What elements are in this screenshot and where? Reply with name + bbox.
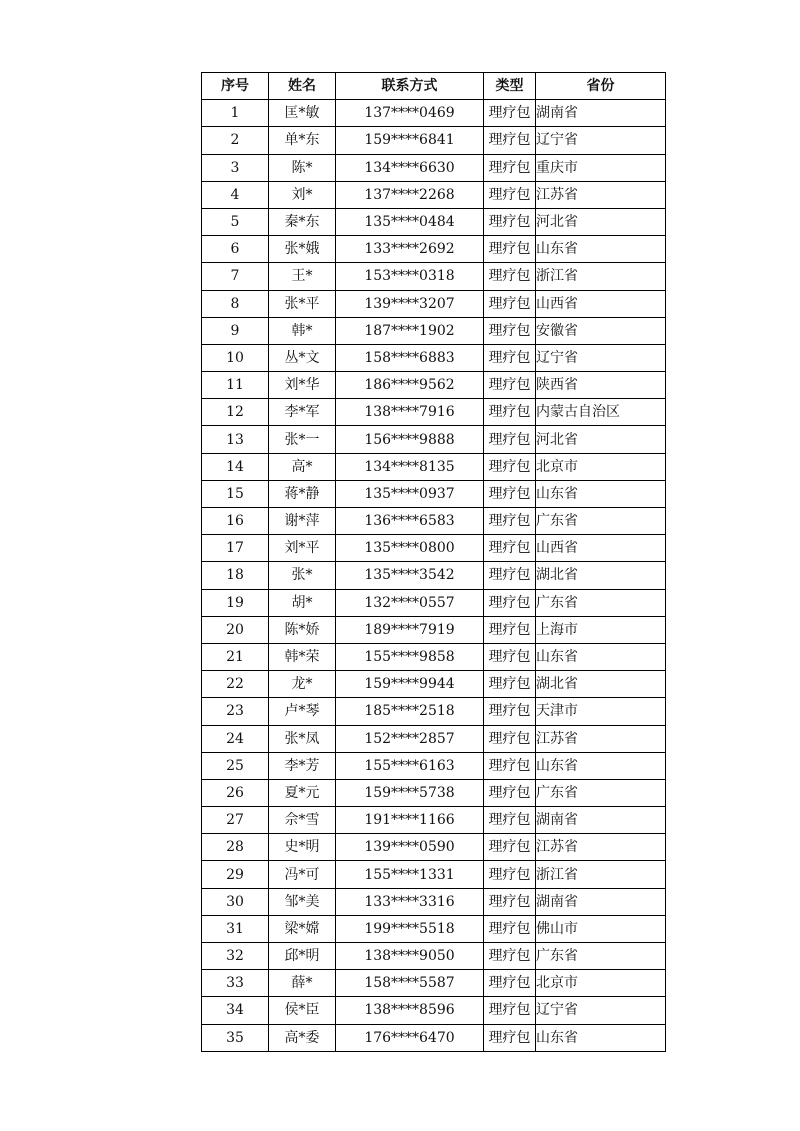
cell-type: 理疗包 bbox=[484, 154, 536, 181]
cell-name: 刘*平 bbox=[269, 535, 336, 562]
table-row bbox=[202, 100, 666, 127]
cell-seq: 19 bbox=[202, 589, 269, 616]
cell-province: 天津市 bbox=[536, 698, 666, 725]
table-row bbox=[202, 372, 666, 399]
cell-phone: 152****2857 bbox=[336, 725, 484, 752]
table-row bbox=[202, 208, 666, 235]
header-type: 类型 bbox=[484, 73, 536, 100]
table-row bbox=[202, 154, 666, 181]
cell-province: 湖南省 bbox=[536, 807, 666, 834]
cell-type: 理疗包 bbox=[484, 970, 536, 997]
table-row bbox=[202, 317, 666, 344]
cell-phone: 189****7919 bbox=[336, 616, 484, 643]
cell-seq: 11 bbox=[202, 372, 269, 399]
cell-phone: 133****3316 bbox=[336, 888, 484, 915]
cell-name: 张*一 bbox=[269, 426, 336, 453]
cell-phone: 159****9944 bbox=[336, 671, 484, 698]
cell-province: 山东省 bbox=[536, 1024, 666, 1051]
cell-seq: 1 bbox=[202, 100, 269, 127]
cell-phone: 176****6470 bbox=[336, 1024, 484, 1051]
cell-phone: 155****6163 bbox=[336, 752, 484, 779]
cell-phone: 135****0937 bbox=[336, 480, 484, 507]
cell-province: 江苏省 bbox=[536, 181, 666, 208]
cell-province: 北京市 bbox=[536, 970, 666, 997]
table-header bbox=[202, 73, 666, 100]
cell-phone: 136****6583 bbox=[336, 508, 484, 535]
cell-seq: 24 bbox=[202, 725, 269, 752]
cell-province: 山东省 bbox=[536, 752, 666, 779]
cell-name: 韩*荣 bbox=[269, 643, 336, 670]
cell-type: 理疗包 bbox=[484, 698, 536, 725]
cell-name: 韩* bbox=[269, 317, 336, 344]
table-row bbox=[202, 589, 666, 616]
cell-name: 胡* bbox=[269, 589, 336, 616]
cell-type: 理疗包 bbox=[484, 589, 536, 616]
cell-name: 蒋*静 bbox=[269, 480, 336, 507]
cell-type: 理疗包 bbox=[484, 208, 536, 235]
cell-seq: 22 bbox=[202, 671, 269, 698]
cell-type: 理疗包 bbox=[484, 181, 536, 208]
cell-name: 丛*文 bbox=[269, 344, 336, 371]
header-province: 省份 bbox=[536, 73, 666, 100]
cell-seq: 8 bbox=[202, 290, 269, 317]
table-row bbox=[202, 997, 666, 1024]
cell-name: 秦*东 bbox=[269, 208, 336, 235]
cell-seq: 18 bbox=[202, 562, 269, 589]
table-row bbox=[202, 861, 666, 888]
cell-seq: 4 bbox=[202, 181, 269, 208]
table-row bbox=[202, 698, 666, 725]
cell-phone: 199****5518 bbox=[336, 915, 484, 942]
cell-seq: 26 bbox=[202, 779, 269, 806]
cell-type: 理疗包 bbox=[484, 344, 536, 371]
cell-type: 理疗包 bbox=[484, 263, 536, 290]
cell-seq: 9 bbox=[202, 317, 269, 344]
cell-phone: 186****9562 bbox=[336, 372, 484, 399]
table-row bbox=[202, 1024, 666, 1051]
cell-name: 张*平 bbox=[269, 290, 336, 317]
cell-province: 江苏省 bbox=[536, 834, 666, 861]
cell-seq: 20 bbox=[202, 616, 269, 643]
cell-seq: 3 bbox=[202, 154, 269, 181]
cell-province: 广东省 bbox=[536, 589, 666, 616]
cell-name: 李*芳 bbox=[269, 752, 336, 779]
roster-table bbox=[201, 72, 666, 1052]
table-row bbox=[202, 535, 666, 562]
cell-province: 湖南省 bbox=[536, 888, 666, 915]
table-row bbox=[202, 643, 666, 670]
cell-phone: 158****5587 bbox=[336, 970, 484, 997]
cell-phone: 159****6841 bbox=[336, 127, 484, 154]
cell-seq: 35 bbox=[202, 1024, 269, 1051]
cell-type: 理疗包 bbox=[484, 453, 536, 480]
cell-name: 邱*明 bbox=[269, 943, 336, 970]
cell-phone: 191****1166 bbox=[336, 807, 484, 834]
cell-phone: 155****9858 bbox=[336, 643, 484, 670]
header-phone: 联系方式 bbox=[336, 73, 484, 100]
table-row bbox=[202, 970, 666, 997]
table-row bbox=[202, 725, 666, 752]
cell-province: 浙江省 bbox=[536, 263, 666, 290]
cell-phone: 137****0469 bbox=[336, 100, 484, 127]
cell-seq: 10 bbox=[202, 344, 269, 371]
table-row bbox=[202, 127, 666, 154]
cell-type: 理疗包 bbox=[484, 480, 536, 507]
cell-seq: 7 bbox=[202, 263, 269, 290]
cell-province: 北京市 bbox=[536, 453, 666, 480]
cell-seq: 5 bbox=[202, 208, 269, 235]
cell-phone: 156****9888 bbox=[336, 426, 484, 453]
cell-phone: 155****1331 bbox=[336, 861, 484, 888]
cell-province: 山东省 bbox=[536, 480, 666, 507]
table-row bbox=[202, 671, 666, 698]
cell-seq: 12 bbox=[202, 399, 269, 426]
table-row bbox=[202, 236, 666, 263]
table-row bbox=[202, 344, 666, 371]
cell-province: 广东省 bbox=[536, 779, 666, 806]
cell-name: 王* bbox=[269, 263, 336, 290]
cell-phone: 138****9050 bbox=[336, 943, 484, 970]
cell-seq: 23 bbox=[202, 698, 269, 725]
cell-name: 龙* bbox=[269, 671, 336, 698]
cell-name: 张* bbox=[269, 562, 336, 589]
table-row bbox=[202, 290, 666, 317]
cell-name: 陈* bbox=[269, 154, 336, 181]
cell-type: 理疗包 bbox=[484, 616, 536, 643]
cell-seq: 25 bbox=[202, 752, 269, 779]
cell-phone: 132****0557 bbox=[336, 589, 484, 616]
table-row bbox=[202, 834, 666, 861]
table-row bbox=[202, 616, 666, 643]
cell-province: 河北省 bbox=[536, 208, 666, 235]
cell-phone: 158****6883 bbox=[336, 344, 484, 371]
cell-phone: 138****7916 bbox=[336, 399, 484, 426]
cell-seq: 14 bbox=[202, 453, 269, 480]
cell-name: 匡*敏 bbox=[269, 100, 336, 127]
cell-type: 理疗包 bbox=[484, 834, 536, 861]
table-row bbox=[202, 752, 666, 779]
cell-province: 山西省 bbox=[536, 290, 666, 317]
cell-province: 河北省 bbox=[536, 426, 666, 453]
table-row bbox=[202, 508, 666, 535]
cell-type: 理疗包 bbox=[484, 807, 536, 834]
cell-phone: 139****0590 bbox=[336, 834, 484, 861]
cell-seq: 27 bbox=[202, 807, 269, 834]
cell-name: 邹*美 bbox=[269, 888, 336, 915]
cell-type: 理疗包 bbox=[484, 562, 536, 589]
table-row bbox=[202, 888, 666, 915]
cell-phone: 159****5738 bbox=[336, 779, 484, 806]
cell-type: 理疗包 bbox=[484, 290, 536, 317]
cell-type: 理疗包 bbox=[484, 943, 536, 970]
cell-type: 理疗包 bbox=[484, 643, 536, 670]
cell-province: 山东省 bbox=[536, 643, 666, 670]
cell-seq: 32 bbox=[202, 943, 269, 970]
cell-seq: 28 bbox=[202, 834, 269, 861]
cell-seq: 34 bbox=[202, 997, 269, 1024]
cell-name: 高*委 bbox=[269, 1024, 336, 1051]
cell-name: 刘*华 bbox=[269, 372, 336, 399]
cell-province: 山东省 bbox=[536, 236, 666, 263]
cell-type: 理疗包 bbox=[484, 372, 536, 399]
cell-seq: 30 bbox=[202, 888, 269, 915]
cell-name: 卢*琴 bbox=[269, 698, 336, 725]
header-name: 姓名 bbox=[269, 73, 336, 100]
cell-name: 李*军 bbox=[269, 399, 336, 426]
cell-seq: 29 bbox=[202, 861, 269, 888]
cell-seq: 16 bbox=[202, 508, 269, 535]
cell-type: 理疗包 bbox=[484, 752, 536, 779]
cell-type: 理疗包 bbox=[484, 779, 536, 806]
cell-type: 理疗包 bbox=[484, 236, 536, 263]
cell-province: 辽宁省 bbox=[536, 127, 666, 154]
cell-name: 侯*臣 bbox=[269, 997, 336, 1024]
cell-name: 刘* bbox=[269, 181, 336, 208]
cell-province: 辽宁省 bbox=[536, 997, 666, 1024]
cell-seq: 13 bbox=[202, 426, 269, 453]
cell-province: 湖北省 bbox=[536, 562, 666, 589]
cell-name: 张*娥 bbox=[269, 236, 336, 263]
cell-name: 谢*萍 bbox=[269, 508, 336, 535]
cell-seq: 2 bbox=[202, 127, 269, 154]
cell-phone: 135****0484 bbox=[336, 208, 484, 235]
cell-type: 理疗包 bbox=[484, 1024, 536, 1051]
cell-type: 理疗包 bbox=[484, 997, 536, 1024]
table-row bbox=[202, 263, 666, 290]
cell-province: 江苏省 bbox=[536, 725, 666, 752]
cell-type: 理疗包 bbox=[484, 317, 536, 344]
table-row bbox=[202, 426, 666, 453]
table-row bbox=[202, 399, 666, 426]
cell-type: 理疗包 bbox=[484, 725, 536, 752]
cell-name: 梁*嫦 bbox=[269, 915, 336, 942]
header-seq: 序号 bbox=[202, 73, 269, 100]
cell-name: 佘*雪 bbox=[269, 807, 336, 834]
table-row bbox=[202, 807, 666, 834]
cell-phone: 187****1902 bbox=[336, 317, 484, 344]
cell-type: 理疗包 bbox=[484, 508, 536, 535]
cell-name: 张*凤 bbox=[269, 725, 336, 752]
table-row bbox=[202, 915, 666, 942]
cell-phone: 138****8596 bbox=[336, 997, 484, 1024]
cell-phone: 139****3207 bbox=[336, 290, 484, 317]
cell-phone: 153****0318 bbox=[336, 263, 484, 290]
cell-name: 薛* bbox=[269, 970, 336, 997]
cell-type: 理疗包 bbox=[484, 915, 536, 942]
cell-province: 湖南省 bbox=[536, 100, 666, 127]
cell-type: 理疗包 bbox=[484, 100, 536, 127]
cell-phone: 134****8135 bbox=[336, 453, 484, 480]
cell-phone: 137****2268 bbox=[336, 181, 484, 208]
table-body bbox=[202, 100, 666, 1052]
cell-name: 史*明 bbox=[269, 834, 336, 861]
cell-province: 佛山市 bbox=[536, 915, 666, 942]
cell-province: 陕西省 bbox=[536, 372, 666, 399]
cell-type: 理疗包 bbox=[484, 888, 536, 915]
cell-name: 单*东 bbox=[269, 127, 336, 154]
cell-phone: 135****3542 bbox=[336, 562, 484, 589]
table-row bbox=[202, 181, 666, 208]
cell-name: 高* bbox=[269, 453, 336, 480]
cell-province: 山西省 bbox=[536, 535, 666, 562]
cell-seq: 33 bbox=[202, 970, 269, 997]
cell-type: 理疗包 bbox=[484, 535, 536, 562]
table-row bbox=[202, 562, 666, 589]
cell-province: 上海市 bbox=[536, 616, 666, 643]
cell-seq: 17 bbox=[202, 535, 269, 562]
cell-province: 浙江省 bbox=[536, 861, 666, 888]
cell-name: 陈*娇 bbox=[269, 616, 336, 643]
cell-type: 理疗包 bbox=[484, 861, 536, 888]
cell-type: 理疗包 bbox=[484, 399, 536, 426]
cell-province: 重庆市 bbox=[536, 154, 666, 181]
cell-seq: 31 bbox=[202, 915, 269, 942]
cell-province: 安徽省 bbox=[536, 317, 666, 344]
table-row bbox=[202, 480, 666, 507]
cell-type: 理疗包 bbox=[484, 127, 536, 154]
cell-province: 内蒙古自治区 bbox=[536, 399, 666, 426]
header-row bbox=[202, 73, 666, 100]
cell-name: 夏*元 bbox=[269, 779, 336, 806]
cell-type: 理疗包 bbox=[484, 671, 536, 698]
cell-province: 辽宁省 bbox=[536, 344, 666, 371]
cell-phone: 185****2518 bbox=[336, 698, 484, 725]
cell-phone: 133****2692 bbox=[336, 236, 484, 263]
cell-name: 冯*可 bbox=[269, 861, 336, 888]
cell-seq: 21 bbox=[202, 643, 269, 670]
cell-seq: 6 bbox=[202, 236, 269, 263]
cell-province: 广东省 bbox=[536, 943, 666, 970]
cell-phone: 134****6630 bbox=[336, 154, 484, 181]
table-row bbox=[202, 943, 666, 970]
table-row bbox=[202, 453, 666, 480]
cell-province: 广东省 bbox=[536, 508, 666, 535]
cell-province: 湖北省 bbox=[536, 671, 666, 698]
cell-seq: 15 bbox=[202, 480, 269, 507]
table-row bbox=[202, 779, 666, 806]
cell-phone: 135****0800 bbox=[336, 535, 484, 562]
cell-type: 理疗包 bbox=[484, 426, 536, 453]
